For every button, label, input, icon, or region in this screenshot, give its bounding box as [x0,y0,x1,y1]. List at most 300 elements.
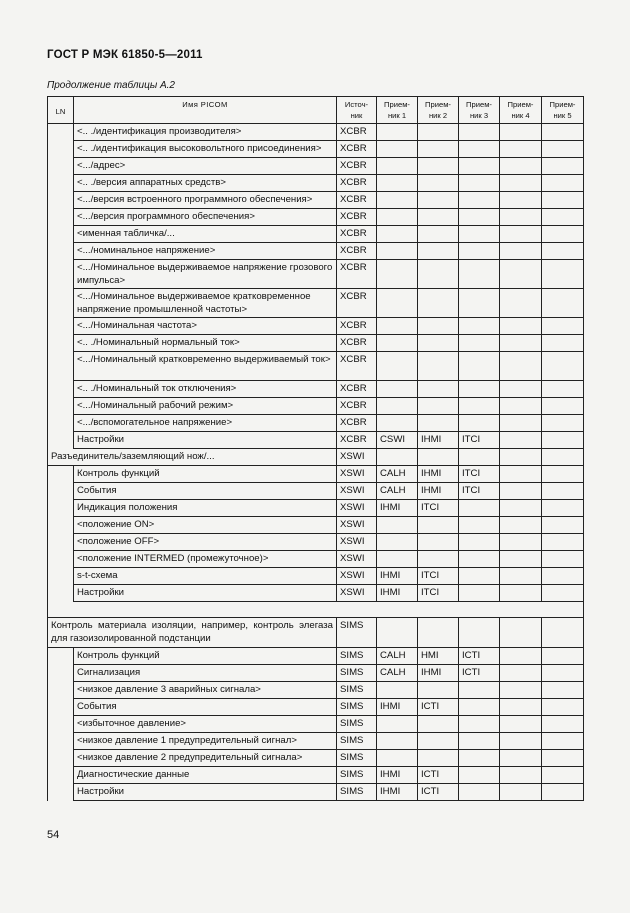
receiver-3-cell [459,568,500,585]
receiver-4-cell [500,517,542,534]
receiver-1-cell: IHMI [377,767,418,784]
receiver-4-cell [500,500,542,517]
receiver-3-cell [459,415,500,432]
receiver-2-cell: IHMI [418,665,459,682]
table-row [48,750,584,767]
picom-name-cell: <низкое давление 1 предупредительный сигнал> [74,733,337,750]
receiver-5-cell [542,335,584,352]
receiver-5-cell [542,568,584,585]
receiver-4-cell [500,124,542,141]
receiver-5-cell [542,141,584,158]
table-row [48,568,584,585]
picom-name-cell: Контроль функций [74,466,337,483]
table-row [48,648,584,665]
receiver-2-cell [418,415,459,432]
table-row [48,517,584,534]
receiver-5-cell [542,260,584,289]
receiver-1-cell [377,260,418,289]
receiver-2-cell [418,289,459,318]
source-cell: SIMS [337,682,377,699]
receiver-1-cell [377,398,418,415]
receiver-1-cell [377,192,418,209]
source-cell: XSWI [337,449,377,466]
receiver-3-cell [459,335,500,352]
receiver-5-cell [542,398,584,415]
table-row [48,289,584,318]
receiver-1-cell [377,124,418,141]
receiver-2-cell [418,618,459,648]
receiver-2-cell [418,381,459,398]
table-row [48,585,584,602]
receiver-4-cell [500,665,542,682]
receiver-3-cell: ITCI [459,483,500,500]
receiver-5-cell [542,534,584,551]
receiver-5-cell [542,500,584,517]
receiver-4-cell [500,618,542,648]
table-row [48,209,584,226]
receiver-4-cell [500,352,542,381]
picom-name-cell: Настройки [74,585,337,602]
table-row [48,733,584,750]
receiver-1-cell [377,618,418,648]
ln-cell [48,784,74,801]
receiver-5-cell [542,466,584,483]
picom-name-cell: <низкое давление 2 предупредительный сигнала> [74,750,337,767]
receiver-4-cell [500,318,542,335]
ln-cell [48,568,74,585]
receiver-4-cell [500,716,542,733]
picom-table [47,96,584,801]
receiver-4-cell [500,767,542,784]
col-header-name: Имя PICOM [74,97,337,124]
table-row [48,682,584,699]
receiver-1-cell: IHMI [377,585,418,602]
source-cell: XCBR [337,158,377,175]
receiver-3-cell [459,260,500,289]
source-cell: XCBR [337,260,377,289]
ln-cell [48,398,74,415]
receiver-4-cell [500,175,542,192]
table-row [48,192,584,209]
source-cell: XCBR [337,175,377,192]
receiver-5-cell [542,648,584,665]
receiver-5-cell [542,175,584,192]
receiver-3-cell [459,750,500,767]
receiver-4-cell [500,551,542,568]
source-cell: XCBR [337,141,377,158]
receiver-2-cell [418,352,459,381]
receiver-1-cell [377,534,418,551]
ln-cell [48,767,74,784]
table-row [48,665,584,682]
picom-name-cell: Сигнализация [74,665,337,682]
ln-cell [48,517,74,534]
receiver-3-cell [459,243,500,260]
picom-name-cell: <.../версия встроенного программного обеспечения> [74,192,337,209]
ln-cell [48,466,74,483]
receiver-3-cell [459,618,500,648]
ln-cell [48,483,74,500]
receiver-3-cell [459,158,500,175]
receiver-2-cell: HMI [418,648,459,665]
picom-name-cell: Индикация положения [74,500,337,517]
receiver-1-cell [377,517,418,534]
picom-name-cell: Настройки [74,784,337,801]
picom-name-cell: Настройки [74,432,337,449]
ln-cell [48,335,74,352]
receiver-5-cell [542,750,584,767]
picom-name-cell: Разъединитель/заземляющий нож/... [48,449,337,466]
receiver-3-cell [459,500,500,517]
picom-name-cell: <.. ./идентификация высоковольтного присоединения> [74,141,337,158]
receiver-1-cell [377,352,418,381]
receiver-1-cell [377,158,418,175]
source-cell: XCBR [337,243,377,260]
source-cell: SIMS [337,733,377,750]
receiver-3-cell [459,449,500,466]
source-cell: XCBR [337,192,377,209]
table-row [48,716,584,733]
ln-cell [48,260,74,289]
receiver-5-cell [542,381,584,398]
table-row [48,551,584,568]
receiver-3-cell [459,318,500,335]
picom-name-cell: <.../вспомогательное напряжение> [74,415,337,432]
receiver-1-cell: IHMI [377,568,418,585]
receiver-2-cell [418,449,459,466]
ln-cell [48,551,74,568]
receiver-2-cell: ITCI [418,500,459,517]
picom-name-cell: <низкое давление 3 аварийных сигнала> [74,682,337,699]
receiver-5-cell [542,585,584,602]
receiver-5-cell [542,449,584,466]
receiver-5-cell [542,733,584,750]
table-row [48,260,584,289]
source-cell: XCBR [337,381,377,398]
receiver-3-cell [459,352,500,381]
receiver-4-cell [500,585,542,602]
receiver-5-cell [542,243,584,260]
ln-cell [48,158,74,175]
source-cell: XSWI [337,585,377,602]
receiver-5-cell [542,289,584,318]
receiver-1-cell: CALH [377,665,418,682]
source-cell: XSWI [337,517,377,534]
receiver-1-cell [377,318,418,335]
receiver-4-cell [500,209,542,226]
receiver-3-cell [459,517,500,534]
receiver-5-cell [542,209,584,226]
receiver-4-cell [500,534,542,551]
receiver-1-cell [377,733,418,750]
table-row [48,398,584,415]
ln-cell [48,226,74,243]
source-cell: XSWI [337,534,377,551]
receiver-1-cell: IHMI [377,699,418,716]
receiver-2-cell [418,682,459,699]
source-cell: XCBR [337,352,377,381]
receiver-1-cell: CALH [377,483,418,500]
receiver-5-cell [542,226,584,243]
picom-name-cell: <.../Номинальная частота> [74,318,337,335]
receiver-2-cell: IHMI [418,483,459,500]
source-cell: XCBR [337,432,377,449]
ln-cell [48,209,74,226]
receiver-1-cell [377,682,418,699]
receiver-3-cell [459,682,500,699]
receiver-2-cell: ITCI [418,568,459,585]
source-cell: XCBR [337,124,377,141]
source-cell: XCBR [337,209,377,226]
table-row [48,158,584,175]
picom-name-cell: <положение INTERMED (промежуточное)> [74,551,337,568]
receiver-4-cell [500,466,542,483]
receiver-3-cell [459,699,500,716]
source-cell: SIMS [337,784,377,801]
picom-name-cell: <.../Номинальное выдерживаемое кратковременное напряжение промышленной частоты> [74,289,337,318]
receiver-4-cell [500,483,542,500]
ln-cell [48,243,74,260]
receiver-2-cell [418,716,459,733]
source-cell: SIMS [337,648,377,665]
receiver-3-cell [459,226,500,243]
table-body [48,124,584,801]
receiver-4-cell [500,243,542,260]
receiver-3-cell: ICTI [459,665,500,682]
receiver-5-cell [542,551,584,568]
col-header-receiver-1: Прием- ник 1 [377,97,418,124]
receiver-5-cell [542,415,584,432]
receiver-5-cell [542,716,584,733]
col-header-receiver-5: Прием- ник 5 [542,97,584,124]
source-cell: SIMS [337,750,377,767]
table-caption: Продолжение таблицы А.2 [47,80,175,91]
col-header-receiver-4: Прием- ник 4 [500,97,542,124]
receiver-3-cell [459,784,500,801]
receiver-2-cell: ICTI [418,767,459,784]
receiver-5-cell [542,318,584,335]
receiver-5-cell [542,483,584,500]
table-row [48,141,584,158]
receiver-3-cell [459,175,500,192]
receiver-1-cell [377,141,418,158]
ln-cell [48,585,74,602]
source-cell: XCBR [337,289,377,318]
receiver-1-cell [377,750,418,767]
table-row [48,335,584,352]
receiver-1-cell: CSWI [377,432,418,449]
picom-name-cell: <.. ./идентификация производителя> [74,124,337,141]
receiver-4-cell [500,289,542,318]
picom-name-cell: <положение OFF> [74,534,337,551]
receiver-2-cell [418,192,459,209]
receiver-5-cell [542,665,584,682]
receiver-1-cell [377,289,418,318]
ln-cell [48,352,74,381]
picom-name-cell: <.../адрес> [74,158,337,175]
picom-name-cell: События [74,699,337,716]
source-cell: XCBR [337,398,377,415]
table-row [48,226,584,243]
document-header: ГОСТ Р МЭК 61850-5—2011 [47,49,203,61]
table-row [48,534,584,551]
receiver-2-cell [418,534,459,551]
receiver-1-cell [377,716,418,733]
ln-cell [48,175,74,192]
receiver-3-cell [459,733,500,750]
receiver-3-cell [459,289,500,318]
table-row [48,767,584,784]
receiver-3-cell: ITCI [459,466,500,483]
picom-name-cell: <.../Номинальное выдерживаемое напряжение грозового импульса> [74,260,337,289]
picom-name-cell: <.../номинальное напряжение> [74,243,337,260]
receiver-3-cell [459,209,500,226]
receiver-4-cell [500,784,542,801]
ln-cell [48,141,74,158]
source-cell: XCBR [337,318,377,335]
receiver-2-cell [418,141,459,158]
receiver-4-cell [500,192,542,209]
ln-cell [48,716,74,733]
picom-name-cell: Контроль функций [74,648,337,665]
ln-cell [48,534,74,551]
receiver-1-cell [377,381,418,398]
receiver-2-cell [418,750,459,767]
receiver-1-cell [377,226,418,243]
receiver-5-cell [542,192,584,209]
source-cell: SIMS [337,767,377,784]
picom-name-cell: s-t-схема [74,568,337,585]
receiver-5-cell [542,699,584,716]
receiver-2-cell [418,398,459,415]
col-header-receiver-3: Прием- ник 3 [459,97,500,124]
receiver-2-cell [418,158,459,175]
receiver-1-cell: CALH [377,648,418,665]
receiver-4-cell [500,750,542,767]
receiver-4-cell [500,449,542,466]
receiver-5-cell [542,618,584,648]
ln-cell [48,648,74,665]
ln-cell [48,682,74,699]
receiver-3-cell [459,381,500,398]
receiver-3-cell: ICTI [459,648,500,665]
receiver-4-cell [500,568,542,585]
picom-name-cell: Диагностические данные [74,767,337,784]
receiver-2-cell [418,318,459,335]
ln-cell [48,289,74,318]
source-cell: SIMS [337,699,377,716]
table-header-row [48,97,584,124]
receiver-1-cell: IHMI [377,500,418,517]
table-row [48,415,584,432]
receiver-1-cell: CALH [377,466,418,483]
ln-cell [48,415,74,432]
receiver-2-cell [418,733,459,750]
receiver-2-cell: IHMI [418,466,459,483]
table-row [48,243,584,260]
picom-name-cell: События [74,483,337,500]
picom-name-cell: <.. ./Номинальный ток отключения> [74,381,337,398]
receiver-3-cell [459,534,500,551]
receiver-4-cell [500,733,542,750]
ln-cell [48,124,74,141]
picom-name-cell: <.../Номинальный рабочий режим> [74,398,337,415]
receiver-2-cell: ICTI [418,784,459,801]
receiver-5-cell [542,517,584,534]
col-header-receiver-2: Прием- ник 2 [418,97,459,124]
source-cell: XSWI [337,568,377,585]
ln-cell [48,192,74,209]
receiver-4-cell [500,648,542,665]
source-cell: SIMS [337,716,377,733]
table-row [48,784,584,801]
source-cell: XSWI [337,466,377,483]
receiver-2-cell [418,260,459,289]
table-row [48,352,584,381]
receiver-4-cell [500,226,542,243]
receiver-3-cell [459,716,500,733]
receiver-3-cell [459,767,500,784]
picom-name-cell: <.../версия программного обеспечения> [74,209,337,226]
source-cell: XCBR [337,415,377,432]
receiver-1-cell: IHMI [377,784,418,801]
receiver-5-cell [542,158,584,175]
ln-cell [48,733,74,750]
ln-cell [48,699,74,716]
receiver-5-cell [542,124,584,141]
ln-cell [48,318,74,335]
table-row [48,318,584,335]
receiver-3-cell [459,585,500,602]
ln-cell [48,381,74,398]
receiver-4-cell [500,415,542,432]
receiver-3-cell [459,398,500,415]
table-row [48,500,584,517]
receiver-3-cell [459,124,500,141]
receiver-4-cell [500,699,542,716]
receiver-2-cell: ICTI [418,699,459,716]
receiver-4-cell [500,381,542,398]
table-row [48,466,584,483]
table-row [48,381,584,398]
source-cell: XCBR [337,226,377,243]
table-row [48,432,584,449]
receiver-5-cell [542,767,584,784]
receiver-1-cell [377,175,418,192]
table-row [48,699,584,716]
receiver-3-cell [459,551,500,568]
receiver-2-cell [418,243,459,260]
picom-name-cell: <именная табличка/... [74,226,337,243]
receiver-3-cell [459,141,500,158]
receiver-2-cell [418,124,459,141]
picom-name-cell: <.. ./Номинальный нормальный ток> [74,335,337,352]
receiver-4-cell [500,398,542,415]
page-number: 54 [47,829,60,841]
source-cell: XSWI [337,500,377,517]
spacer-row [48,602,584,618]
receiver-2-cell [418,209,459,226]
receiver-4-cell [500,335,542,352]
receiver-4-cell [500,260,542,289]
receiver-5-cell [542,682,584,699]
source-cell: XSWI [337,483,377,500]
picom-name-cell: <избыточное давление> [74,716,337,733]
picom-name-cell: <положение ON> [74,517,337,534]
table-row [48,449,584,466]
receiver-1-cell [377,335,418,352]
receiver-2-cell [418,335,459,352]
